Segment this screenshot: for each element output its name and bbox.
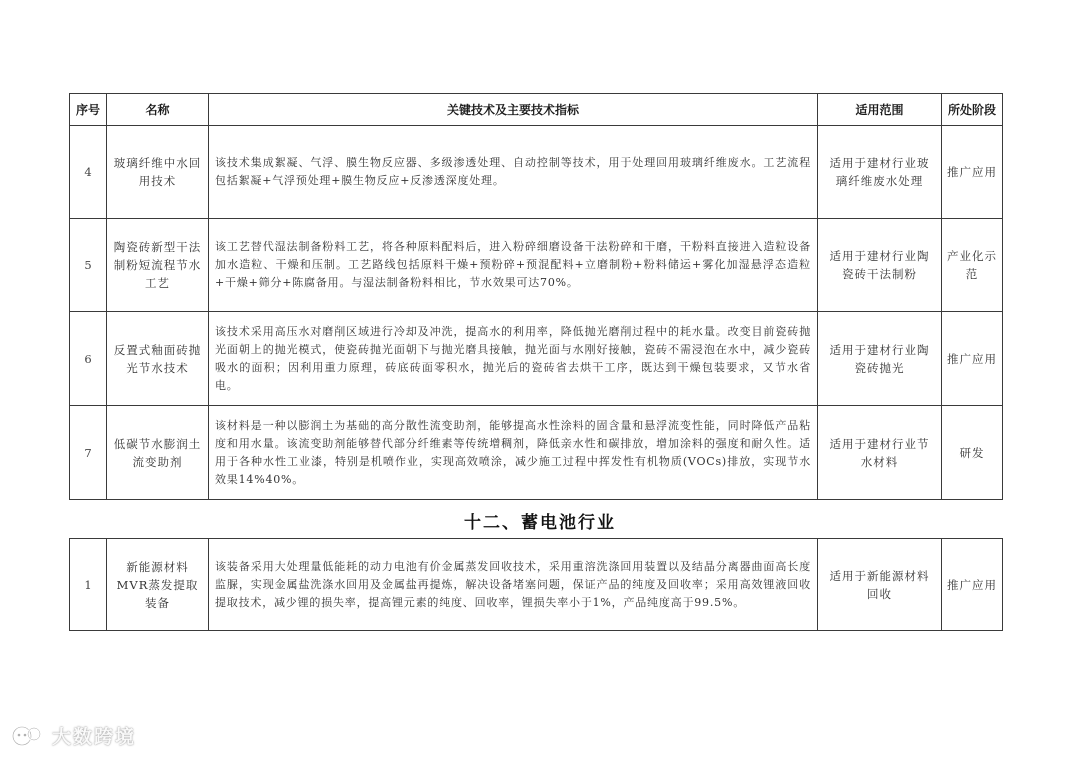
table-row xyxy=(70,406,1003,500)
row-scope: 适用于建材行业玻璃纤维废水处理 xyxy=(818,126,942,219)
row-tech: 该工艺替代湿法制备粉料工艺，将各种原料配料后，进入粉碎细磨设备干法粉碎和干磨，干粉料直接进入造粒设备加水造粒、干燥和压制。工艺路线包括原料干燥+预粉碎+预混配料+立磨制粉+粉料储运+雾化加湿悬浮态造粒+干燥+筛分+陈腐备用。与湿法制备粉料相比，节水效果可达70%。 xyxy=(209,219,818,312)
header-scope: 适用范围 xyxy=(818,94,942,126)
row-stage: 产业化示范 xyxy=(942,219,1003,312)
row-stage: 推广应用 xyxy=(942,312,1003,406)
table-row xyxy=(70,539,1003,631)
battery-technology-table xyxy=(69,538,1003,631)
section-title: 十二、蓄电池行业 xyxy=(464,513,616,533)
row-no: 4 xyxy=(70,126,107,219)
header-no: 序号 xyxy=(70,94,107,126)
technology-table xyxy=(69,93,1003,500)
row-name: 玻璃纤维中水回用技术 xyxy=(107,126,209,219)
row-stage: 研发 xyxy=(942,406,1003,500)
header-stage: 所处阶段 xyxy=(942,94,1003,126)
row-tech: 该技术采用高压水对磨削区域进行冷却及冲洗，提高水的利用率，降低抛光磨削过程中的耗水量。改变目前瓷砖抛光面朝上的抛光模式，使瓷砖抛光面朝下与抛光磨具接触，抛光面与水刚好接触，瓷砖不需浸泡在水中，减少瓷砖吸水的面积；因利用重力原理，砖底砖面零积水，抛光后的瓷砖省去烘干工序，既达到干燥包装要求，又节水省电。 xyxy=(209,312,818,406)
table-row xyxy=(70,126,1003,219)
watermark xyxy=(10,722,136,749)
row-tech: 该材料是一种以膨润土为基础的高分散性流变助剂，能够提高水性涂料的固含量和悬浮流变性能，同时降低产品粘度和用水量。该流变助剂能够替代部分纤维素等传统增稠剂，降低亲水性和碳排放，增加涂料的强度和耐久性。适用于各种水性工业漆，特别是机喷作业，实现高效喷涂，减少施工过程中挥发性有机物质(VOCs)排放，实现节水效果14%40%。 xyxy=(209,406,818,500)
table-row xyxy=(70,219,1003,312)
watermark-text: 大数跨境 xyxy=(52,726,137,748)
wechat-logo-icon xyxy=(10,724,48,748)
row-tech: 该装备采用大处理量低能耗的动力电池有价金属蒸发回收技术，采用重溶洗涤回用装置以及结晶分离器曲面高长度监脲，实现金属盐洗涤水回用及金属盐再提炼，解决设备堵塞问题，保证产品的纯度及回收率；采用高效锂液回收提取技术，减少锂的损失率，提高锂元素的纯度、回收率，锂损失率小于1%，产品纯度高于99.5%。 xyxy=(209,539,818,631)
row-no: 6 xyxy=(70,312,107,406)
row-scope: 适用于建材行业节水材料 xyxy=(818,406,942,500)
row-scope: 适用于新能源材料回收 xyxy=(818,539,942,631)
row-tech: 该技术集成絮凝、气浮、膜生物反应器、多级渗透处理、自动控制等技术，用于处理回用玻璃纤维废水。工艺流程包括絮凝+气浮预处理+膜生物反应+反渗透深度处理。 xyxy=(209,126,818,219)
row-name: 反置式釉面砖抛光节水技术 xyxy=(107,312,209,406)
row-scope: 适用于建材行业陶瓷砖干法制粉 xyxy=(818,219,942,312)
row-name: 新能源材料MVR蒸发提取装备 xyxy=(107,539,209,631)
row-name: 低碳节水膨润土流变助剂 xyxy=(107,406,209,500)
table-row xyxy=(70,312,1003,406)
header-name: 名称 xyxy=(107,94,209,126)
row-stage: 推广应用 xyxy=(942,126,1003,219)
row-stage: 推广应用 xyxy=(942,539,1003,631)
row-no: 7 xyxy=(70,406,107,500)
header-tech: 关键技术及主要技术指标 xyxy=(209,94,818,126)
row-name: 陶瓷砖新型干法制粉短流程节水工艺 xyxy=(107,219,209,312)
row-scope: 适用于建材行业陶瓷砖抛光 xyxy=(818,312,942,406)
table-header-row xyxy=(70,94,1003,126)
row-no: 5 xyxy=(70,219,107,312)
row-no: 1 xyxy=(70,539,107,631)
